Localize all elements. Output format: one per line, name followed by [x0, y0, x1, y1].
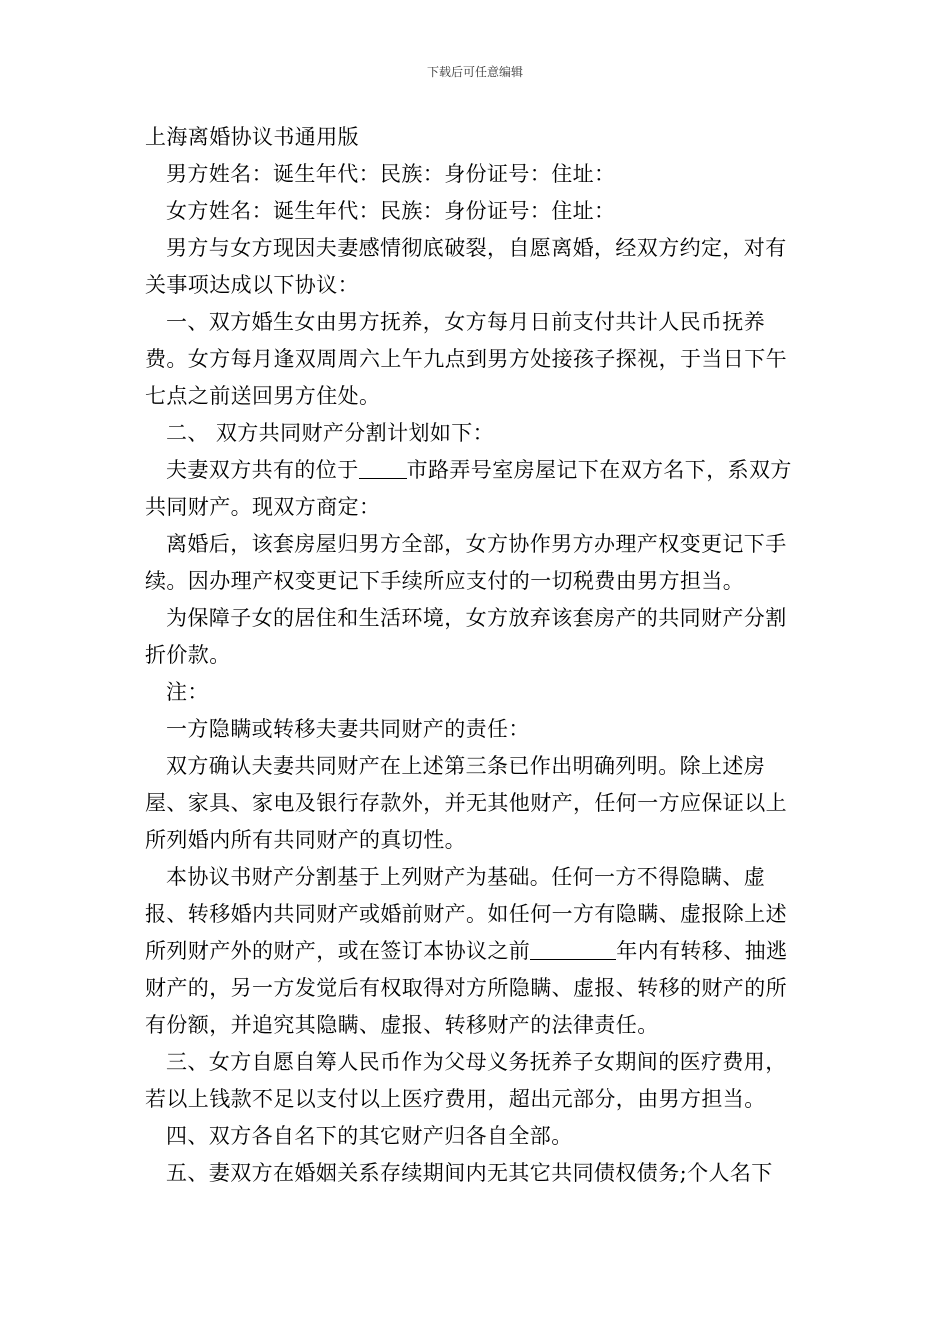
- paragraph-waiver: 为保障子女的居住和生活环境，女方放弃该套房产的共同财产分割折价款。: [145, 606, 787, 667]
- document-body: [145, 119, 807, 1192]
- paragraph-wife-info: 女方姓名：诞生年代：民族：身份证号：住址：: [166, 199, 616, 223]
- paragraph-clause-5-debts: 五、妻双方在婚姻关系存续期间内无其它共同债权债务;个人名下: [166, 1161, 773, 1185]
- paragraph-clause-4-other-property: 四、双方各自名下的其它财产归各自全部。: [166, 1124, 573, 1148]
- paragraph-concealment-heading: 一方隐瞒或转移夫妻共同财产的责任：: [166, 717, 530, 741]
- paragraph-house-ownership: 离婚后，该套房屋归男方全部，女方协作男方办理产权变更记下手续。因办理产权变更记下手续所应支付的一切税费由男方担当。: [145, 532, 787, 593]
- property-location-before: 夫妻双方共有的位于: [166, 458, 359, 482]
- paragraph-property-location: [145, 452, 807, 526]
- blank-line: [530, 937, 616, 960]
- header-note: 下载后可任意编辑: [426, 65, 523, 79]
- paragraph-preamble: 男方与女方现因夫妻感情彻底破裂，自愿离婚，经双方约定，对有关事项达成以下协议：: [145, 236, 787, 297]
- concealment-after: 年内有转移、抽逃财产的，另一方发觉后有权取得对方所隐瞒、虚报、转移的财产的所有份额，并追究其隐瞒、虚报、转移财产的法律责任。: [145, 939, 788, 1037]
- paragraph-clause-3-medical: 三、女方自愿自筹人民币作为父母义务抚养子女期间的医疗费用，若以上钱款不足以支付以上医疗费用，超出元部分，由男方担当。: [145, 1050, 787, 1111]
- paragraph-clause-1-custody: 一、双方婚生女由男方抚养，女方每月日前支付共计人民币抚养费。女方每月逢双周周六上午九点到男方处接孩子探视，于当日下午七点之前送回男方住处。: [145, 310, 787, 408]
- concealment-before: 本协议书财产分割基于上列财产为基础。任何一方不得隐瞒、虚报、转移婚内共同财产或婚前财产。如任何一方有隐瞒、虚报除上述所列财产外的财产，或在签订本协议之前: [145, 865, 787, 963]
- paragraph-concealment-liability: [145, 859, 807, 1044]
- paragraph-clause-2-heading: 二、 双方共同财产分割计划如下：: [166, 421, 495, 445]
- document-title: 上海离婚协议书通用版: [145, 125, 359, 149]
- paragraph-note-label: 注：: [166, 680, 209, 704]
- blank-line: [359, 456, 407, 479]
- paragraph-husband-info: 男方姓名：诞生年代：民族：身份证号：住址：: [166, 162, 616, 186]
- property-location-after: 市路弄号室房屋记下在双方名下，系双方共同财产。现双方商定：: [145, 458, 792, 519]
- paragraph-property-confirmation: 双方确认夫妻共同财产在上述第三条已作出明确列明。除上述房屋、家具、家电及银行存款外，并无其他财产，任何一方应保证以上所列婚内所有共同财产的真切性。: [145, 754, 787, 852]
